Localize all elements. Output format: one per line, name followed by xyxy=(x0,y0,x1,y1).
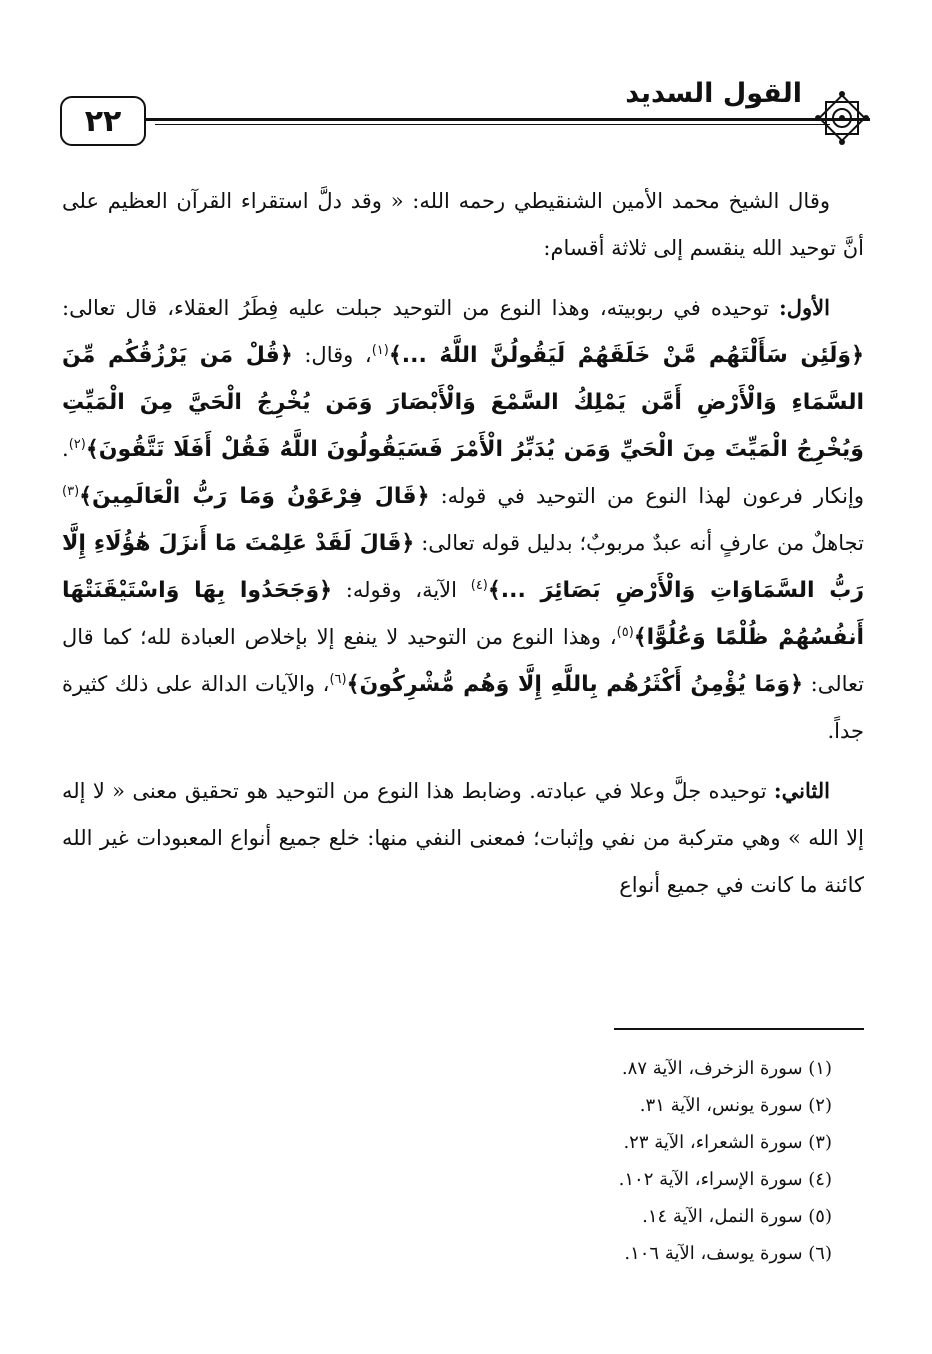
footnote-item: (٣) سورة الشعراء، الآية ٢٣. xyxy=(623,1132,832,1153)
header-rule-thin xyxy=(155,124,830,125)
paragraph-second-type xyxy=(62,767,864,909)
main-text xyxy=(62,178,864,909)
running-title: القول السديد xyxy=(619,78,808,109)
footnotes xyxy=(132,1050,832,1272)
footnote-item: (١) سورة الزخرف، الآية ٨٧. xyxy=(621,1058,832,1079)
footnote-ref: (٢) xyxy=(68,437,86,452)
footnote-ref: (٤) xyxy=(470,578,488,593)
quran-verse: ﴿وَمَا يُؤْمِنُ أَكْثَرُهُم بِاللَّهِ إِلَّا وَهُم مُّشْرِكُونَ﴾ xyxy=(346,672,803,697)
footnote-ref: (٦) xyxy=(329,672,347,687)
paragraph-first-type xyxy=(62,284,864,755)
footnote-ref: (٣) xyxy=(62,484,80,499)
paragraph-text: توحيده جلَّ وعلا في عبادته. وضابط هذا النوع من التوحيد هو تحقيق معنى « لا إله إلا الله » وهي متركبة من نفي وإثبات؛ فمعنى النفي منها: خلع جميع أنواع المعبودات غير الله كائنة ما كانت في جميع أنواع xyxy=(62,779,864,897)
page-header xyxy=(60,78,870,148)
footnote-item: (٦) سورة يوسف، الآية ١٠٦. xyxy=(624,1243,832,1264)
paragraph-text: ، وهذا النوع من التوحيد لا ينفع إلا بإخلاص العبادة لله؛ كما قال تعالى: xyxy=(62,625,865,696)
quran-verse: ﴿قَالَ لَقَدْ عَلِمْتَ مَا أَنزَلَ هَٰؤُلَاءِ إِلَّا رَبُّ السَّمَاوَاتِ وَالْأَرْضِ بَصَائِرَ ...﴾ xyxy=(62,531,864,603)
footnote-ref: (٥) xyxy=(616,625,634,640)
page-number: ٢٢ xyxy=(60,96,146,146)
paragraph-text: ، وقال: xyxy=(292,343,372,367)
paragraph-text: . وإنكار فرعون لهذا النوع من التوحيد في قوله: xyxy=(62,437,865,508)
quran-verse: ﴿وَجَحَدُوا بِهَا وَاسْتَيْقَنَتْهَا أَنفُسُهُمْ ظُلْمًا وَعُلُوًّا﴾ xyxy=(62,578,864,650)
footnote-separator xyxy=(614,1028,864,1030)
quran-verse: ﴿قَالَ فِرْعَوْنُ وَمَا رَبُّ الْعَالَمِينَ﴾ xyxy=(79,484,430,509)
paragraph-text: الآية، وقوله: xyxy=(332,578,471,602)
paragraph-lead: الأول: xyxy=(779,295,830,320)
footnote-item: (٢) سورة يونس، الآية ٣١. xyxy=(639,1095,832,1116)
rosette-ornament-icon xyxy=(814,90,870,146)
header-rule xyxy=(60,118,870,121)
footnote-ref: (١) xyxy=(371,343,389,358)
paragraph-text: تجاهلٌ من عارفٍ أنه عبدٌ مربوبٌ؛ بدليل قوله تعالى: xyxy=(414,531,864,555)
paragraph-intro: وقال الشيخ محمد الأمين الشنقيطي رحمه الله: « وقد دلَّ استقراء القرآن العظيم على أنَّ توحيد الله ينقسم إلى ثلاثة أقسام: xyxy=(62,189,864,260)
footnote-item: (٤) سورة الإسراء، الآية ١٠٢. xyxy=(618,1169,832,1190)
paragraph-text: ، والآيات الدالة على ذلك كثيرة جداً. xyxy=(62,672,864,743)
footnote-item: (٥) سورة النمل، الآية ١٤. xyxy=(642,1206,832,1227)
paragraph-lead: الثاني: xyxy=(773,778,830,803)
paragraph-text: توحيده في ربوبيته، وهذا النوع من التوحيد جبلت عليه فِطَرُ العقلاء، قال تعالى: xyxy=(62,296,780,320)
quran-verse: ﴿وَلَئِن سَأَلْتَهُم مَّنْ خَلَقَهُمْ لَيَقُولُنَّ اللَّهُ ...﴾ xyxy=(388,343,864,368)
quran-verse: ﴿قُلْ مَن يَرْزُقُكُم مِّنَ السَّمَاءِ وَالْأَرْضِ أَمَّن يَمْلِكُ السَّمْعَ وَالْأَبْصَارَ وَمَن يُخْرِجُ الْحَيَّ مِنَ الْمَيِّتِ وَيُخْرِجُ الْمَيِّتَ مِنَ الْحَيِّ وَمَن يُدَبِّرُ الْأَمْرَ فَسَيَقُولُونَ اللَّهُ فَقُلْ أَفَلَا تَتَّقُونَ﴾ xyxy=(62,343,864,462)
